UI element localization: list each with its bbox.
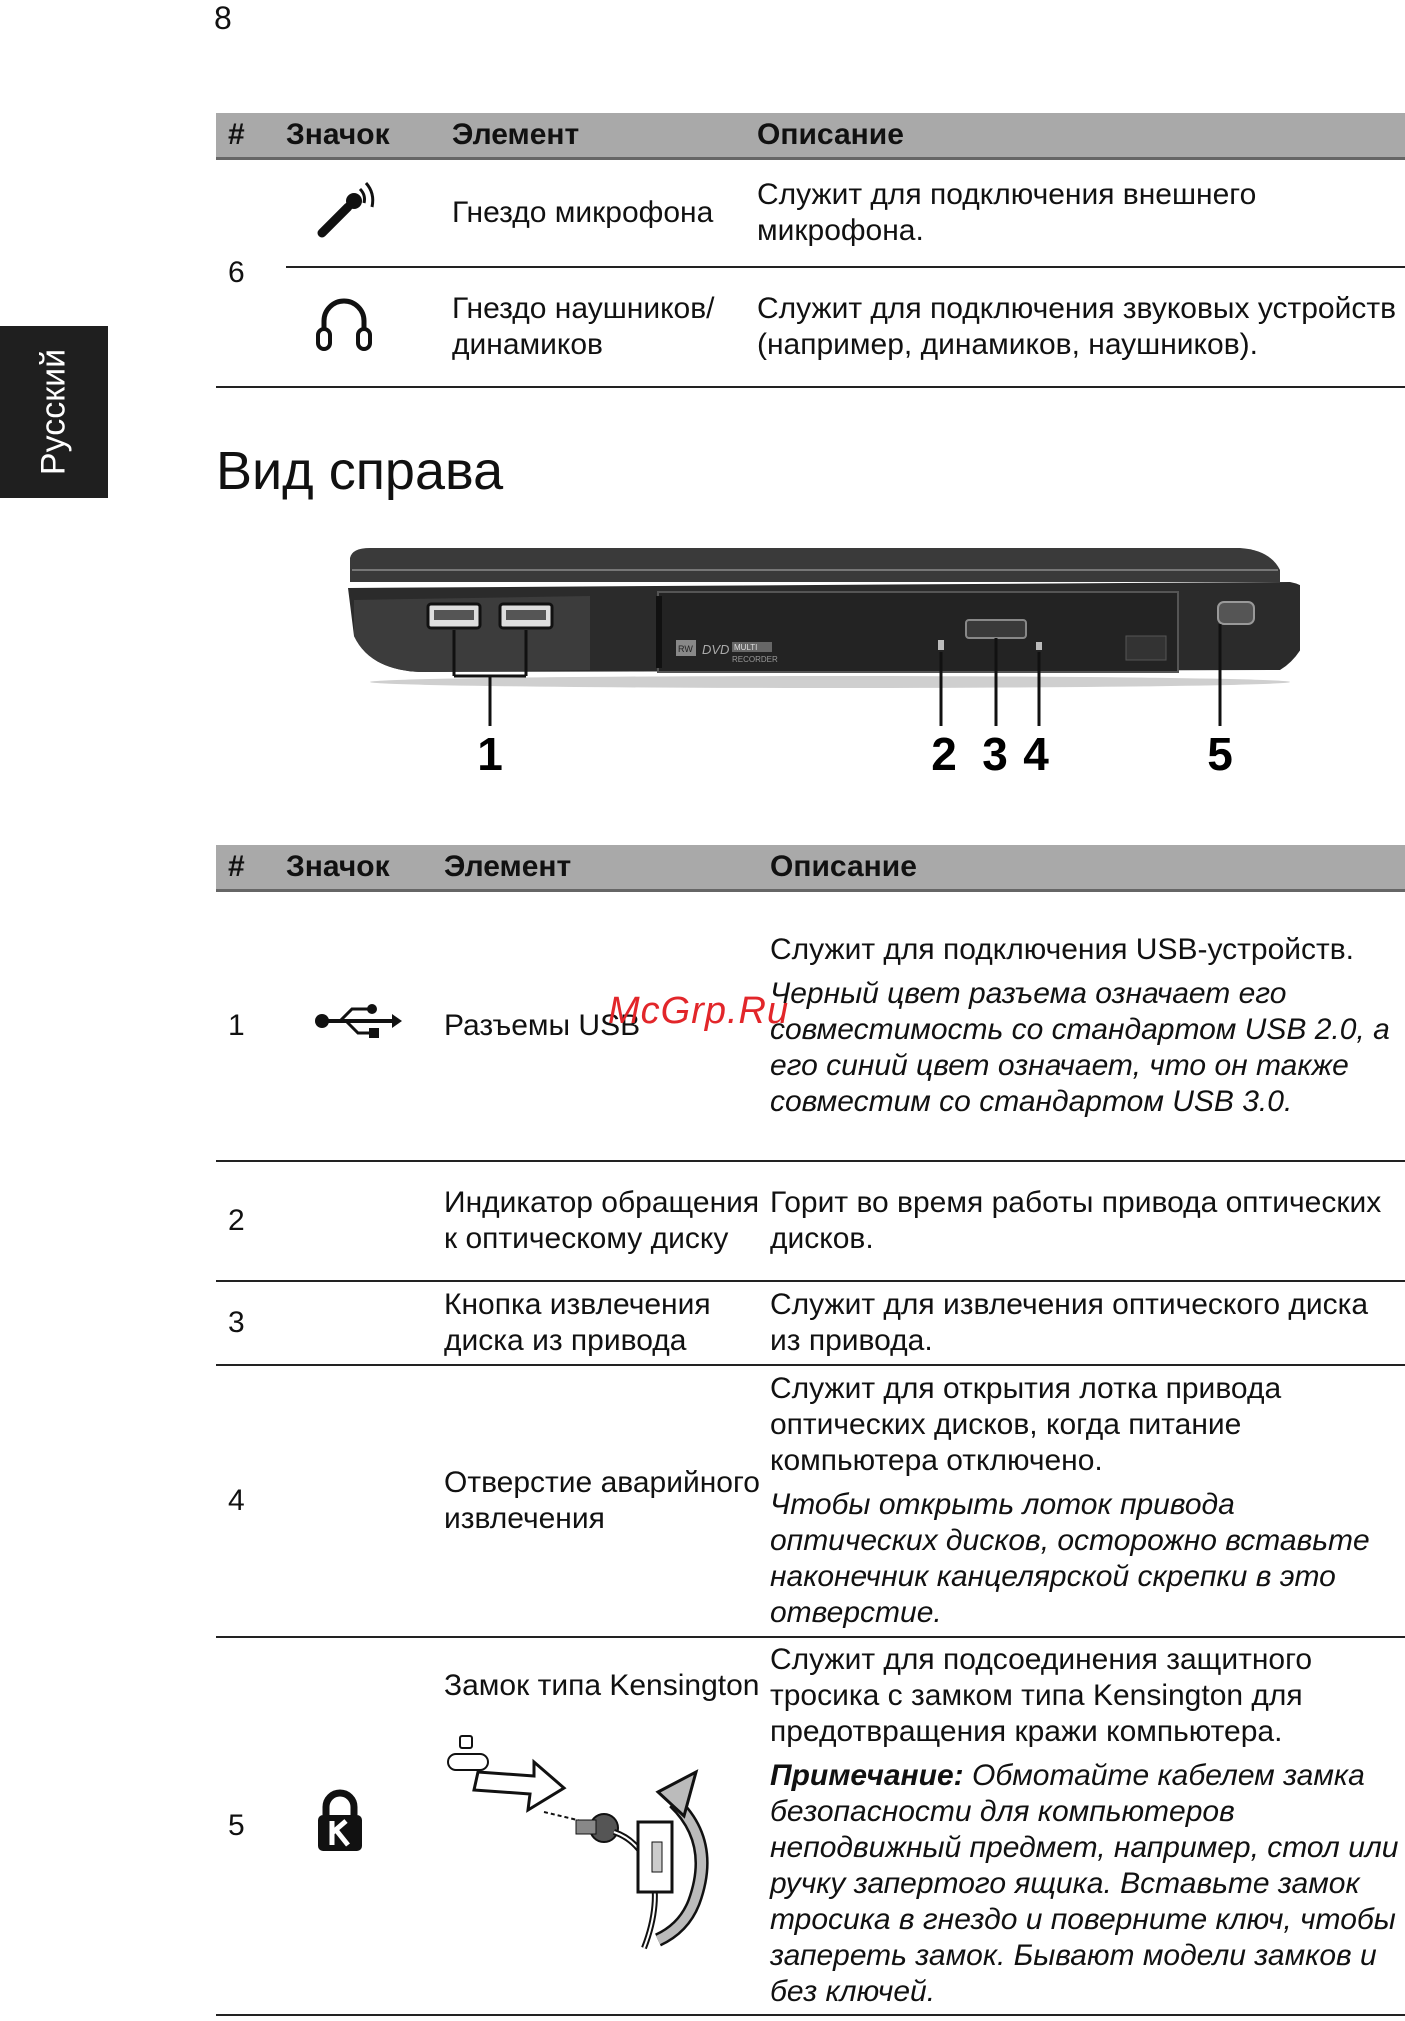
description-text: Служит для извлечения оптического диска из привода. [770, 1287, 1369, 1357]
description-cell [770, 1365, 1405, 1637]
table-row [216, 159, 1405, 267]
description-text: Служит для открытия лотка привода оптических дисков, когда питание компьютера отключено. [770, 1371, 1282, 1477]
usb-icon [314, 1001, 402, 1041]
table-row [216, 1365, 1405, 1637]
description-text: Служит для подключения звуковых устройств (например, динамиков, наушников). [757, 291, 1397, 361]
row-number: 2 [216, 1161, 286, 1281]
description-cell [770, 891, 1405, 1161]
note-text: Обмотайте кабелем замка безопасности для компьютеров неподвижный предмет, например, стол или ручку запертого ящика. Вставьте замок тросика в гнездо и поверните ключ, чтобы запереть замок. Бывают модели замков и без ключей. [770, 1758, 1399, 2008]
element-cell: Разъемы USB [444, 891, 770, 1161]
callout-4: 4 [1023, 728, 1049, 780]
laptop-right-side-figure [340, 540, 1300, 780]
table-row [216, 1637, 1405, 2015]
description-text: Горит во время работы привода оптических дисков. [770, 1185, 1382, 1255]
header-description: Описание [757, 113, 1405, 159]
icon-cell [286, 891, 444, 1161]
table-row [216, 1281, 1405, 1365]
icon-cell [286, 1281, 444, 1365]
element-cell [444, 1637, 770, 2015]
description-note [770, 1758, 1405, 2010]
description-cell [757, 159, 1405, 267]
row-number: 5 [216, 1637, 286, 2015]
watermark: McGrp.Ru [608, 990, 790, 1032]
description-note: Черный цвет разъема означает его совместимость со стандартом USB 2.0, а его синий цвет означает, что он также совместим со стандартом USB 3.0. [770, 976, 1390, 1118]
element-cell: Отверстие аварийного извлечения [444, 1365, 770, 1637]
icon-cell [286, 1637, 444, 2015]
language-tab [0, 326, 108, 498]
header-element: Элемент [452, 113, 757, 159]
page-number: 8 [214, 0, 232, 36]
microphone-icon [314, 175, 380, 241]
description-cell [770, 1637, 1405, 2015]
headphones-icon [314, 291, 374, 353]
callout-1: 1 [477, 728, 503, 780]
header-icon: Значок [286, 845, 444, 891]
label-multi: MULTI [734, 643, 758, 652]
label-recorder: RECORDER [732, 655, 778, 664]
callout-2: 2 [931, 728, 957, 780]
label-rw: RW [678, 644, 693, 654]
header-element: Элемент [444, 845, 770, 891]
element-cell: Индикатор обращения к оптическому диску [444, 1161, 770, 1281]
main-table [216, 845, 1405, 2016]
table-row [216, 891, 1405, 1161]
description-cell [770, 1281, 1405, 1365]
row-number: 4 [216, 1365, 286, 1637]
header-icon: Значок [286, 113, 452, 159]
main-table-header [216, 845, 1405, 891]
icon-cell [286, 1365, 444, 1637]
description-text: Служит для подсоединения защитного тросика с замком типа Kensington для предотвращения кражи компьютера. [770, 1642, 1313, 1748]
table-row [216, 267, 1405, 387]
element-cell: Гнездо наушников/ динамиков [452, 267, 757, 387]
row-number: 3 [216, 1281, 286, 1365]
top-table [216, 113, 1405, 388]
section-title: Вид справа [216, 441, 504, 501]
header-num: # [216, 113, 286, 159]
icon-cell [286, 267, 452, 387]
description-text: Служит для подключения внешнего микрофона. [757, 177, 1257, 247]
language-tab-label: Русский [34, 348, 73, 476]
callout-3: 3 [982, 728, 1008, 780]
element-cell: Кнопка извлечения диска из привода [444, 1281, 770, 1365]
description-cell [770, 1161, 1405, 1281]
icon-cell [286, 1161, 444, 1281]
top-table-header [216, 113, 1405, 159]
icon-cell [286, 159, 452, 267]
table-row [216, 1161, 1405, 1281]
note-label: Примечание: [770, 1758, 964, 1792]
kensington-lock-icon [314, 1789, 366, 1853]
header-num: # [216, 845, 286, 891]
element-cell: Гнездо микрофона [452, 159, 757, 267]
row-number: 6 [216, 159, 286, 387]
callout-5: 5 [1207, 728, 1233, 780]
row-number: 1 [216, 891, 286, 1161]
description-note: Чтобы открыть лоток привода оптических дисков, осторожно вставьте наконечник канцелярской скрепки в это отверстие. [770, 1487, 1370, 1629]
description-cell [757, 267, 1405, 387]
label-eject: DVD [702, 642, 730, 657]
description-text: Служит для подключения USB-устройств. [770, 932, 1355, 966]
kensington-cable-illustration [444, 1732, 734, 1952]
header-description: Описание [770, 845, 1405, 891]
element-label: Замок типа Kensington [444, 1668, 760, 1702]
